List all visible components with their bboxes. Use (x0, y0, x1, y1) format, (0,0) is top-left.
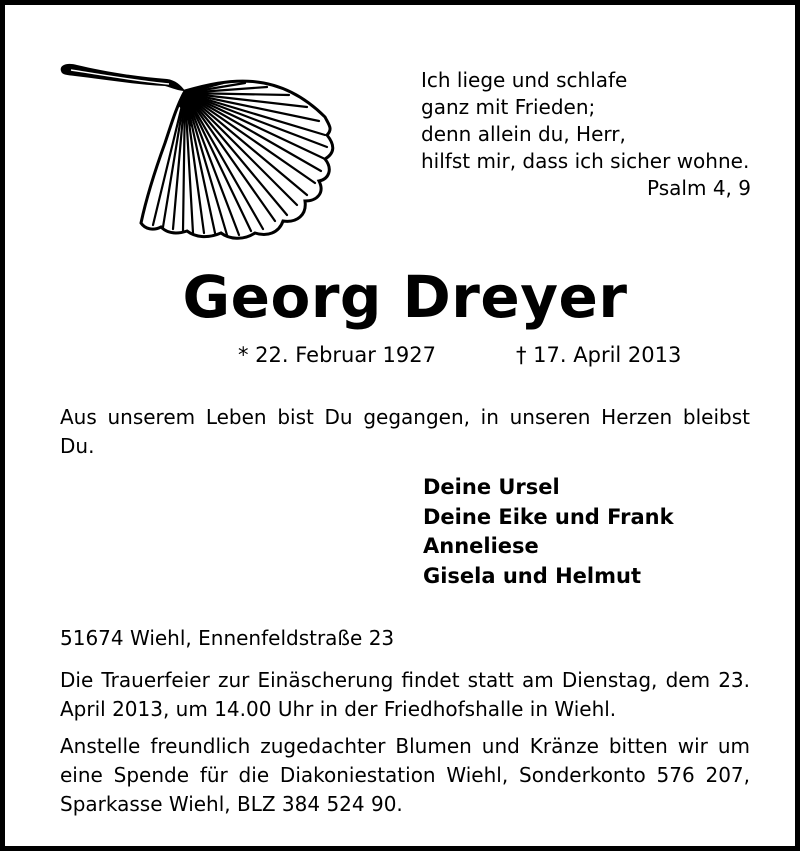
psalm-line: ganz mit Frieden; (421, 95, 596, 119)
psalm-quote (421, 67, 751, 202)
mourners-list (423, 473, 674, 591)
donation-request: Anstelle freundlich zugedachter Blumen und Kränze bitten wir um eine Spende für die Diakoniestation Wiehl, Sonderkonto 576 207, Sparkasse Wiehl, BLZ 384 524 90. (60, 734, 750, 816)
funeral-service-info: Die Trauerfeier zur Einäscherung findet statt am Dienstag, dem 23. April 2013, um 14.00 Uhr in der Friedhofshalle in Wiehl. (60, 668, 750, 721)
mourner-name: Deine Eike und Frank (423, 504, 674, 529)
mourner-name: Deine Ursel (423, 475, 560, 499)
birth-date: * 22. Februar 1927 (238, 343, 436, 367)
memorial-motto: Aus unserem Leben bist Du gegangen, in unseren Herzen bleibst Du. (60, 405, 750, 458)
family-address: 51674 Wiehl, Ennenfeldstraße 23 (60, 626, 395, 650)
deceased-name: Georg Dreyer (182, 263, 628, 331)
psalm-line: denn allein du, Herr, (421, 122, 626, 146)
psalm-line: Ich liege und schlafe (421, 68, 628, 92)
death-date: † 17. April 2013 (516, 343, 682, 367)
psalm-line: hilfst mir, dass ich sicher wohne. (421, 149, 750, 173)
psalm-reference: Psalm 4, 9 (647, 176, 751, 200)
ginkgo-leaf-icon (57, 55, 347, 245)
mourner-name: Gisela und Helmut (423, 563, 641, 588)
mourner-name: Anneliese (423, 534, 539, 558)
